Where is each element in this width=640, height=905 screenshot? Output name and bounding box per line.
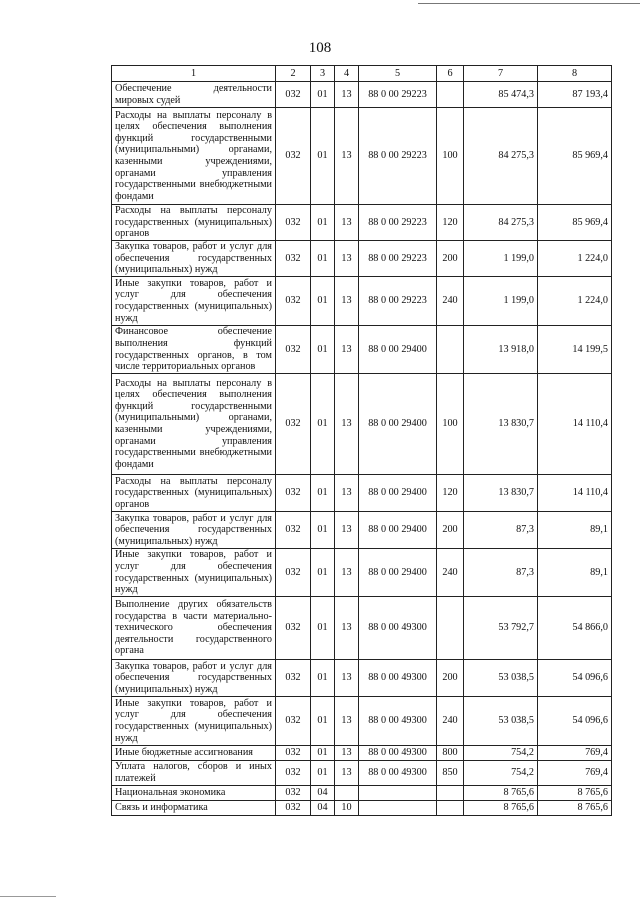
expense-name-cell: Иные закупки товаров, работ и услуг для обеспечения государственных (муниципальных) нужд	[112, 697, 276, 746]
target-article-cell: 88 0 00 49300	[359, 746, 437, 761]
ministry-code-cell: 032	[276, 801, 311, 816]
target-article-cell: 88 0 00 29223	[359, 241, 437, 277]
amount-year1-cell: 1 199,0	[464, 241, 538, 277]
amount-year1-cell: 1 199,0	[464, 277, 538, 326]
expense-type-cell	[437, 82, 464, 108]
amount-year2-cell: 14 110,4	[538, 475, 612, 512]
subsection-code-cell: 13	[335, 549, 359, 597]
section-code-cell: 01	[311, 108, 335, 205]
expense-name-cell: Закупка товаров, работ и услуг для обеспечения государственных (муниципальных) нужд	[112, 241, 276, 277]
subsection-code-cell: 10	[335, 801, 359, 816]
amount-year1-cell: 84 275,3	[464, 205, 538, 241]
table-row	[112, 660, 612, 697]
amount-year1-cell: 53 792,7	[464, 597, 538, 660]
expense-type-cell	[437, 801, 464, 816]
amount-year2-cell: 54 866,0	[538, 597, 612, 660]
subsection-code-cell	[335, 786, 359, 801]
expense-type-cell: 120	[437, 475, 464, 512]
table-row	[112, 108, 612, 205]
budget-table	[111, 65, 612, 816]
amount-year2-cell: 87 193,4	[538, 82, 612, 108]
expense-name-cell: Иные закупки товаров, работ и услуг для обеспечения государственных (муниципальных) нужд	[112, 549, 276, 597]
table-row	[112, 374, 612, 475]
expense-name-cell: Связь и информатика	[112, 801, 276, 816]
table-row	[112, 549, 612, 597]
ministry-code-cell: 032	[276, 374, 311, 475]
amount-year1-cell: 85 474,3	[464, 82, 538, 108]
target-article-cell: 88 0 00 29223	[359, 108, 437, 205]
table-row	[112, 241, 612, 277]
expense-name-cell: Финансовое обеспечение выполнения функций государственных органов, в том числе территориальных органов	[112, 326, 276, 374]
header-cell: 4	[335, 66, 359, 82]
subsection-code-cell: 13	[335, 326, 359, 374]
bottom-rule	[0, 896, 56, 897]
table-row	[112, 475, 612, 512]
page-number: 108	[308, 40, 332, 56]
expense-type-cell: 850	[437, 761, 464, 786]
header-cell: 6	[437, 66, 464, 82]
section-code-cell: 01	[311, 374, 335, 475]
section-code-cell: 01	[311, 512, 335, 549]
ministry-code-cell: 032	[276, 761, 311, 786]
amount-year1-cell: 13 830,7	[464, 374, 538, 475]
section-code-cell: 04	[311, 786, 335, 801]
amount-year2-cell: 14 110,4	[538, 374, 612, 475]
section-code-cell: 01	[311, 82, 335, 108]
expense-name-cell: Закупка товаров, работ и услуг для обеспечения государственных (муниципальных) нужд	[112, 512, 276, 549]
amount-year1-cell: 8 765,6	[464, 801, 538, 816]
subsection-code-cell: 13	[335, 277, 359, 326]
target-article-cell: 88 0 00 29400	[359, 374, 437, 475]
subsection-code-cell: 13	[335, 512, 359, 549]
section-code-cell: 01	[311, 277, 335, 326]
ministry-code-cell: 032	[276, 512, 311, 549]
header-cell: 5	[359, 66, 437, 82]
header-row	[112, 66, 612, 82]
target-article-cell: 88 0 00 29223	[359, 82, 437, 108]
subsection-code-cell: 13	[335, 761, 359, 786]
expense-name-cell: Национальная экономика	[112, 786, 276, 801]
table-row	[112, 697, 612, 746]
section-code-cell: 01	[311, 597, 335, 660]
amount-year1-cell: 8 765,6	[464, 786, 538, 801]
amount-year1-cell: 13 918,0	[464, 326, 538, 374]
ministry-code-cell: 032	[276, 786, 311, 801]
table-row	[112, 761, 612, 786]
target-article-cell: 88 0 00 49300	[359, 697, 437, 746]
subsection-code-cell: 13	[335, 205, 359, 241]
top-rule	[418, 3, 640, 4]
section-code-cell: 01	[311, 326, 335, 374]
amount-year2-cell: 89,1	[538, 549, 612, 597]
target-article-cell: 88 0 00 29400	[359, 512, 437, 549]
table-row	[112, 746, 612, 761]
amount-year1-cell: 754,2	[464, 746, 538, 761]
expense-name-cell: Выполнение других обязательств государства в части материально-технического обеспечения деятельности государственного органа	[112, 597, 276, 660]
section-code-cell: 01	[311, 746, 335, 761]
amount-year2-cell: 54 096,6	[538, 660, 612, 697]
target-article-cell: 88 0 00 49300	[359, 761, 437, 786]
header-cell: 2	[276, 66, 311, 82]
table-row	[112, 82, 612, 108]
ministry-code-cell: 032	[276, 549, 311, 597]
expense-type-cell: 240	[437, 549, 464, 597]
target-article-cell: 88 0 00 29400	[359, 475, 437, 512]
subsection-code-cell: 13	[335, 475, 359, 512]
expense-type-cell: 200	[437, 512, 464, 549]
section-code-cell: 01	[311, 660, 335, 697]
expense-type-cell	[437, 326, 464, 374]
amount-year1-cell: 84 275,3	[464, 108, 538, 205]
expense-type-cell: 200	[437, 241, 464, 277]
expense-name-cell: Расходы на выплаты персоналу в целях обеспечения выполнения функций государственными (муниципальными) органами, казенными учреждениями, органами управления государственными внебюджетными фондами	[112, 108, 276, 205]
target-article-cell: 88 0 00 29400	[359, 549, 437, 597]
amount-year1-cell: 754,2	[464, 761, 538, 786]
ministry-code-cell: 032	[276, 746, 311, 761]
section-code-cell: 01	[311, 205, 335, 241]
header-cell: 3	[311, 66, 335, 82]
subsection-code-cell: 13	[335, 697, 359, 746]
expense-name-cell: Уплата налогов, сборов и иных платежей	[112, 761, 276, 786]
amount-year1-cell: 53 038,5	[464, 660, 538, 697]
subsection-code-cell: 13	[335, 374, 359, 475]
amount-year2-cell: 1 224,0	[538, 277, 612, 326]
expense-type-cell: 800	[437, 746, 464, 761]
amount-year2-cell: 85 969,4	[538, 205, 612, 241]
table-row	[112, 512, 612, 549]
ministry-code-cell: 032	[276, 277, 311, 326]
amount-year1-cell: 53 038,5	[464, 697, 538, 746]
section-code-cell: 01	[311, 475, 335, 512]
amount-year1-cell: 87,3	[464, 549, 538, 597]
header-cell: 7	[464, 66, 538, 82]
expense-name-cell: Иные бюджетные ассигнования	[112, 746, 276, 761]
amount-year2-cell: 769,4	[538, 746, 612, 761]
ministry-code-cell: 032	[276, 326, 311, 374]
subsection-code-cell: 13	[335, 108, 359, 205]
expense-name-cell: Расходы на выплаты персоналу в целях обеспечения выполнения функций государственными (муниципальными) органами, казенными учреждениями, органами управления государственными внебюджетными фондами	[112, 374, 276, 475]
expense-name-cell: Иные закупки товаров, работ и услуг для обеспечения государственных (муниципальных) нужд	[112, 277, 276, 326]
target-article-cell	[359, 801, 437, 816]
subsection-code-cell: 13	[335, 746, 359, 761]
section-code-cell: 01	[311, 241, 335, 277]
ministry-code-cell: 032	[276, 241, 311, 277]
amount-year2-cell: 89,1	[538, 512, 612, 549]
amount-year2-cell: 769,4	[538, 761, 612, 786]
expense-type-cell	[437, 597, 464, 660]
section-code-cell: 01	[311, 549, 335, 597]
amount-year1-cell: 13 830,7	[464, 475, 538, 512]
section-code-cell: 01	[311, 761, 335, 786]
expense-name-cell: Расходы на выплаты персоналу государственных (муниципальных) органов	[112, 205, 276, 241]
expense-type-cell: 100	[437, 108, 464, 205]
target-article-cell: 88 0 00 49300	[359, 597, 437, 660]
ministry-code-cell: 032	[276, 205, 311, 241]
expense-name-cell: Обеспечение деятельности мировых судей	[112, 82, 276, 108]
amount-year2-cell: 8 765,6	[538, 786, 612, 801]
expense-type-cell: 240	[437, 277, 464, 326]
expense-type-cell: 240	[437, 697, 464, 746]
target-article-cell: 88 0 00 29223	[359, 277, 437, 326]
expense-name-cell: Расходы на выплаты персоналу государственных (муниципальных) органов	[112, 475, 276, 512]
amount-year2-cell: 14 199,5	[538, 326, 612, 374]
amount-year2-cell: 1 224,0	[538, 241, 612, 277]
section-code-cell: 01	[311, 697, 335, 746]
amount-year2-cell: 85 969,4	[538, 108, 612, 205]
ministry-code-cell: 032	[276, 108, 311, 205]
header-cell: 1	[112, 66, 276, 82]
table-row	[112, 786, 612, 801]
expense-type-cell: 120	[437, 205, 464, 241]
ministry-code-cell: 032	[276, 82, 311, 108]
ministry-code-cell: 032	[276, 697, 311, 746]
table-body	[112, 82, 612, 816]
subsection-code-cell: 13	[335, 597, 359, 660]
table-row	[112, 205, 612, 241]
target-article-cell: 88 0 00 49300	[359, 660, 437, 697]
subsection-code-cell: 13	[335, 82, 359, 108]
subsection-code-cell: 13	[335, 241, 359, 277]
ministry-code-cell: 032	[276, 660, 311, 697]
subsection-code-cell: 13	[335, 660, 359, 697]
expense-type-cell: 100	[437, 374, 464, 475]
target-article-cell	[359, 786, 437, 801]
section-code-cell: 04	[311, 801, 335, 816]
amount-year2-cell: 8 765,6	[538, 801, 612, 816]
table-row	[112, 326, 612, 374]
target-article-cell: 88 0 00 29400	[359, 326, 437, 374]
expense-type-cell: 200	[437, 660, 464, 697]
table-row	[112, 277, 612, 326]
expense-name-cell: Закупка товаров, работ и услуг для обеспечения государственных (муниципальных) нужд	[112, 660, 276, 697]
header-cell: 8	[538, 66, 612, 82]
amount-year2-cell: 54 096,6	[538, 697, 612, 746]
target-article-cell: 88 0 00 29223	[359, 205, 437, 241]
amount-year1-cell: 87,3	[464, 512, 538, 549]
ministry-code-cell: 032	[276, 475, 311, 512]
table-row	[112, 597, 612, 660]
expense-type-cell	[437, 786, 464, 801]
ministry-code-cell: 032	[276, 597, 311, 660]
table-row	[112, 801, 612, 816]
